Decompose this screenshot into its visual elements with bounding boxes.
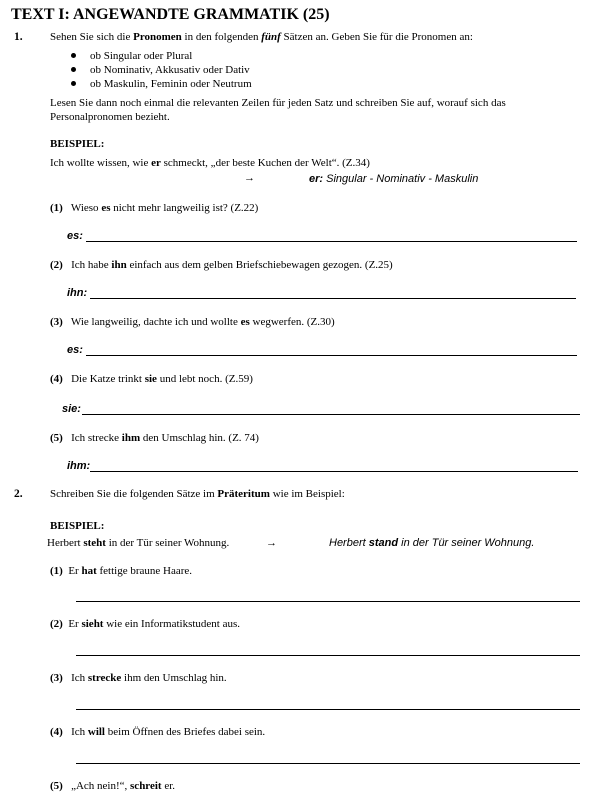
answer-line[interactable]: [76, 709, 580, 710]
example-answer: Herbert stand in der Tür seiner Wohnung.: [329, 537, 535, 549]
task-2-item: (2) Er sieht wie ein Informatikstudent aus.: [50, 618, 241, 630]
answer-line[interactable]: [76, 655, 580, 656]
example-label: BEISPIEL:: [50, 138, 105, 150]
task-2-number: 2.: [14, 488, 23, 500]
answer-label: sie:: [62, 403, 81, 415]
task-1-item: (4) Die Katze trinkt sie und lebt noch. (Z.59): [50, 373, 253, 385]
answer-label: ihn:: [67, 287, 88, 299]
task-1-item: (5) Ich strecke ihm den Umschlag hin. (Z. 74): [50, 432, 259, 444]
answer-line[interactable]: [86, 355, 577, 356]
task-1-number: 1.: [14, 31, 23, 43]
task-1-item: (3) Wie langweilig, dachte ich und wollte es wegwerfen. (Z.30): [50, 316, 335, 328]
arrow-icon: →: [266, 537, 277, 549]
task-1-intro: Sehen Sie sich die Pronomen in den folgenden fünf Sätzen an. Geben Sie für die Pronomen an:: [50, 31, 473, 43]
example-label: BEISPIEL:: [50, 520, 105, 532]
page-title: TEXT I: ANGEWANDTE GRAMMATIK (25): [11, 6, 330, 23]
answer-line[interactable]: [82, 414, 580, 415]
bullet-item: ob Nominativ, Akkusativ oder Dativ: [71, 64, 250, 76]
example-sentence: Ich wollte wissen, wie er schmeckt, „der beste Kuchen der Welt“. (Z.34): [50, 157, 370, 169]
task-2-item: (3) Ich strecke ihm den Umschlag hin.: [50, 672, 227, 684]
task-1-instruction-cont: Personalpronomen bezieht.: [50, 111, 170, 123]
task-2-item: (4) Ich will beim Öffnen des Briefes dabei sein.: [50, 726, 266, 738]
bullet-item: ob Maskulin, Feminin oder Neutrum: [71, 78, 252, 90]
arrow-icon: →: [244, 172, 255, 184]
example-answer: er: Singular - Nominativ - Maskulin: [309, 173, 479, 185]
answer-label: es:: [67, 344, 83, 356]
answer-line[interactable]: [90, 298, 576, 299]
example-sentence: Herbert steht in der Tür seiner Wohnung.: [47, 537, 230, 549]
task-1-item: (1) Wieso es nicht mehr langweilig ist? (Z.22): [50, 202, 259, 214]
task-2-item: (5) „Ach nein!“, schreit er.: [50, 780, 176, 792]
answer-line[interactable]: [86, 241, 577, 242]
task-2-item: (1) Er hat fettige braune Haare.: [50, 565, 193, 577]
answer-line[interactable]: [76, 763, 580, 764]
answer-label: ihm:: [67, 460, 91, 472]
task-1-instruction: Lesen Sie dann noch einmal die relevanten Zeilen für jeden Satz und schreiben Sie auf, worauf sich das: [50, 97, 506, 109]
bullet-item: ob Singular oder Plural: [71, 50, 192, 62]
answer-line[interactable]: [76, 601, 580, 602]
task-2-intro: Schreiben Sie die folgenden Sätze im Präteritum wie im Beispiel:: [50, 488, 345, 500]
task-1-item: (2) Ich habe ihn einfach aus dem gelben Briefschiebewagen gezogen. (Z.25): [50, 259, 393, 271]
answer-label: es:: [67, 230, 83, 242]
answer-line[interactable]: [90, 471, 578, 472]
